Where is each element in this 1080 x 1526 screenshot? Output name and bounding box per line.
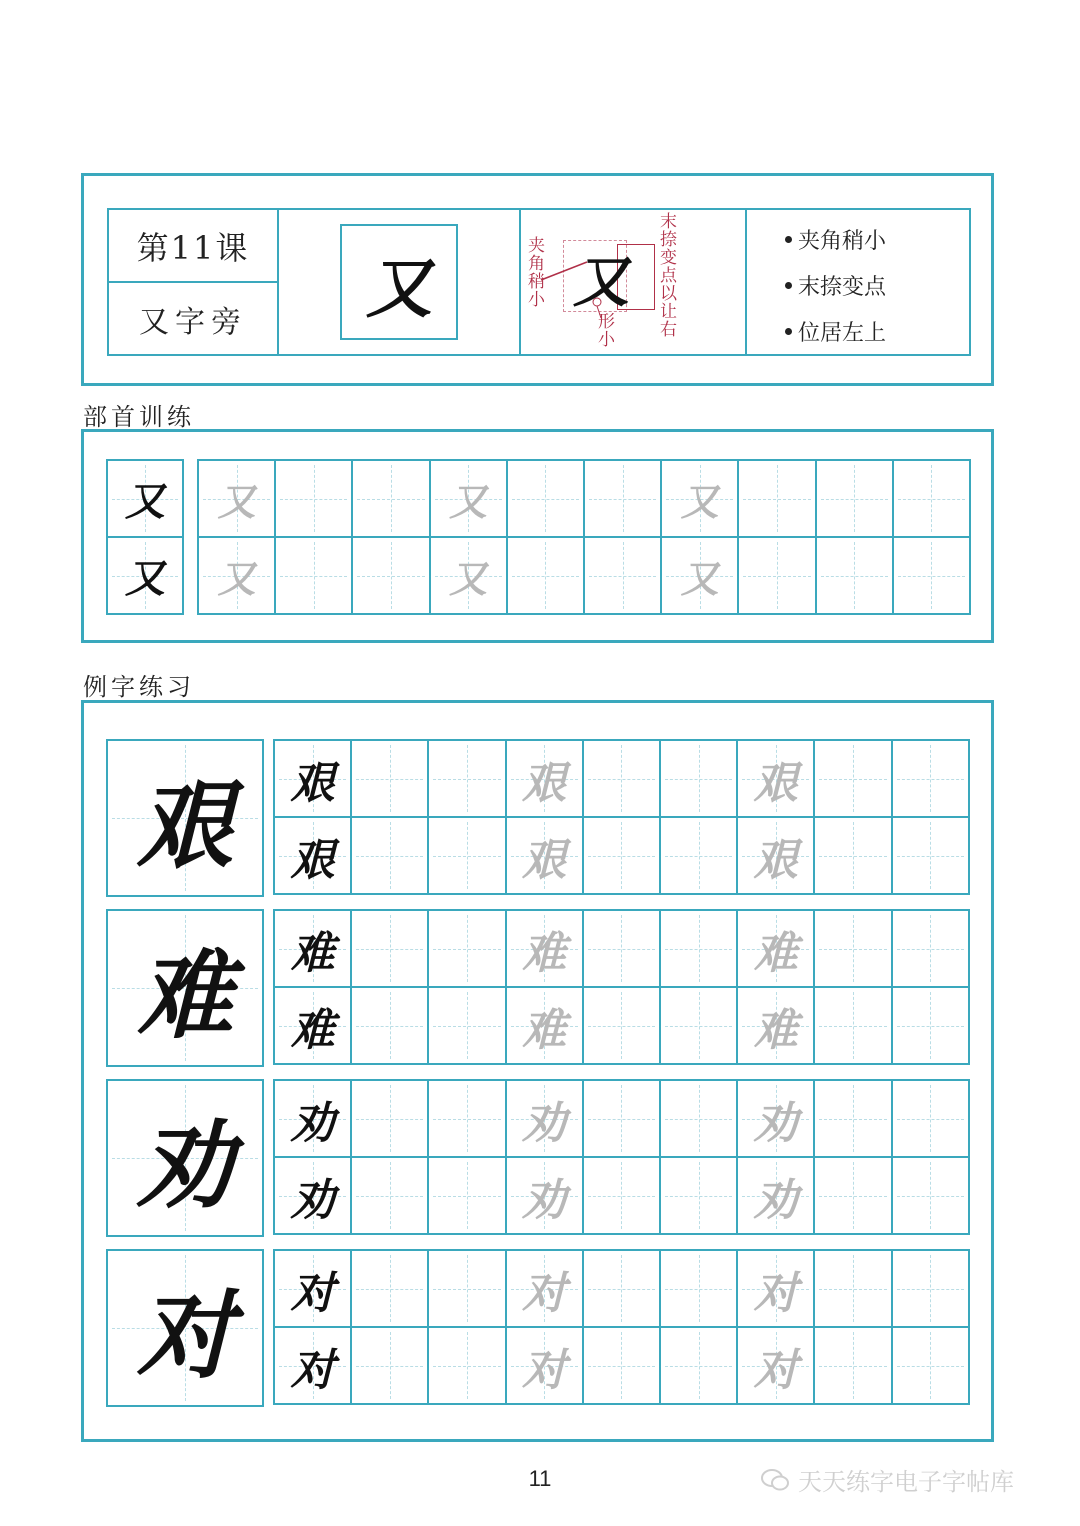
trace-char: 又 (217, 479, 256, 524)
trace-char: 劝 (522, 1097, 567, 1149)
practice-cell[interactable] (893, 1328, 970, 1405)
practice-cell[interactable] (275, 1158, 352, 1235)
practice-cell[interactable] (662, 538, 739, 615)
tip-item: 夹角稍小 (785, 224, 886, 255)
practice-cell[interactable] (352, 988, 429, 1065)
page-number: 11 (528, 1466, 552, 1491)
model-char-box (340, 224, 458, 340)
example-char: 难 (290, 927, 335, 979)
practice-cell[interactable] (585, 461, 662, 538)
practice-cell[interactable] (276, 538, 353, 615)
practice-cell[interactable] (275, 818, 352, 895)
example-char: 对 (290, 1344, 335, 1396)
practice-cell[interactable] (739, 538, 816, 615)
practice-cell[interactable] (276, 461, 353, 538)
trace-char: 又 (449, 479, 488, 524)
practice-cell[interactable] (275, 1081, 352, 1158)
practice-cell[interactable] (584, 988, 661, 1065)
example-model-char: 对 (137, 1278, 233, 1392)
example-char: 劝 (290, 1174, 335, 1226)
practice-cell[interactable] (429, 741, 506, 818)
practice-cell[interactable] (584, 741, 661, 818)
practice-cell[interactable] (429, 1081, 506, 1158)
practice-cell[interactable] (661, 1081, 738, 1158)
stroke-analysis-cell (519, 208, 747, 356)
radical-practice-grid (197, 459, 971, 615)
practice-cell[interactable] (815, 1251, 892, 1328)
practice-cell[interactable] (893, 741, 970, 818)
trace-char: 艰 (753, 834, 798, 886)
practice-cell[interactable] (429, 988, 506, 1065)
radical-model-column (106, 459, 184, 615)
practice-cell[interactable] (508, 538, 585, 615)
practice-cell[interactable] (507, 818, 584, 895)
note-angle: 夹角稍小 (524, 236, 544, 308)
radical-name: 又字旁 (139, 304, 247, 340)
example-model-cell (108, 1251, 264, 1407)
practice-cell[interactable] (893, 818, 970, 895)
radical-name-cell (107, 281, 279, 356)
note-small: 形小 (594, 312, 614, 348)
trace-char: 又 (217, 556, 256, 601)
trace-char: 又 (680, 556, 719, 601)
practice-cell[interactable] (584, 1328, 661, 1405)
trace-char: 艰 (753, 757, 798, 809)
trace-char: 对 (753, 1267, 798, 1319)
practice-cell[interactable] (738, 1081, 815, 1158)
practice-cell[interactable] (275, 1251, 352, 1328)
example-model-char: 劝 (137, 1108, 233, 1222)
example-char: 难 (290, 1004, 335, 1056)
example-practice-grid (273, 909, 970, 1065)
practice-cell[interactable] (353, 461, 430, 538)
trace-char: 难 (522, 1004, 567, 1056)
practice-cell[interactable] (815, 1328, 892, 1405)
practice-cell[interactable] (817, 461, 894, 538)
practice-cell[interactable] (507, 911, 584, 988)
tips-cell (745, 208, 971, 356)
practice-cell[interactable] (739, 461, 816, 538)
trace-char: 难 (753, 1004, 798, 1056)
trace-char: 对 (753, 1344, 798, 1396)
practice-cell[interactable] (431, 461, 508, 538)
practice-cell[interactable] (893, 1251, 970, 1328)
practice-cell[interactable] (894, 461, 971, 538)
trace-char: 劝 (753, 1174, 798, 1226)
practice-cell[interactable] (815, 1081, 892, 1158)
trace-char: 艰 (522, 757, 567, 809)
radical-model-cell: 又 (108, 538, 184, 615)
trace-char: 劝 (753, 1097, 798, 1149)
tip-item: 末捺变点 (785, 270, 886, 301)
radical-model-cell: 又 (108, 461, 184, 538)
note-last-stroke: 末捺变点以让右 (656, 212, 676, 338)
practice-cell[interactable] (352, 1251, 429, 1328)
practice-cell[interactable] (738, 1251, 815, 1328)
practice-cell[interactable] (429, 1251, 506, 1328)
practice-cell[interactable] (585, 538, 662, 615)
example-model-cell (108, 911, 264, 1067)
trace-char: 又 (680, 479, 719, 524)
practice-cell[interactable] (507, 988, 584, 1065)
practice-cell[interactable] (429, 1158, 506, 1235)
practice-cell[interactable] (507, 1158, 584, 1235)
bullet-icon (785, 282, 792, 289)
model-char: 又 (366, 248, 432, 327)
practice-cell[interactable] (352, 741, 429, 818)
practice-cell[interactable] (507, 1081, 584, 1158)
lesson-number: 第11课 (136, 228, 250, 267)
example-char: 艰 (290, 757, 335, 809)
trace-char: 难 (753, 927, 798, 979)
practice-cell[interactable] (738, 741, 815, 818)
analysis-char: 又 (573, 249, 629, 315)
practice-cell[interactable] (661, 988, 738, 1065)
example-char: 劝 (290, 1097, 335, 1149)
tip-item: 位居左上 (785, 316, 886, 347)
practice-cell[interactable] (584, 1158, 661, 1235)
watermark: 天天练字电子字帖库 (760, 1462, 1014, 1497)
example-model-box (106, 1249, 264, 1407)
example-model-box (106, 739, 264, 897)
practice-cell[interactable] (815, 911, 892, 988)
practice-cell[interactable] (429, 911, 506, 988)
practice-cell[interactable] (661, 741, 738, 818)
trace-char: 对 (522, 1344, 567, 1396)
bullet-icon (785, 236, 792, 243)
practice-cell[interactable] (738, 911, 815, 988)
trace-char: 又 (449, 556, 488, 601)
practice-cell[interactable] (662, 461, 739, 538)
practice-cell[interactable] (815, 818, 892, 895)
trace-char: 劝 (522, 1174, 567, 1226)
practice-cell[interactable] (584, 911, 661, 988)
practice-cell[interactable] (661, 911, 738, 988)
practice-cell[interactable] (815, 988, 892, 1065)
practice-cell[interactable] (275, 911, 352, 988)
practice-cell[interactable] (893, 1081, 970, 1158)
practice-cell[interactable] (584, 1251, 661, 1328)
lesson-header-frame (81, 173, 994, 386)
practice-cell[interactable] (893, 911, 970, 988)
example-practice-title: 例字练习 (83, 673, 195, 701)
annotation-lines (521, 210, 747, 356)
practice-cell[interactable] (738, 988, 815, 1065)
practice-cell[interactable] (353, 538, 430, 615)
example-char: 艰 (290, 834, 335, 886)
practice-cell[interactable] (738, 1328, 815, 1405)
practice-cell[interactable] (894, 538, 971, 615)
example-char: 对 (290, 1267, 335, 1319)
lesson-number-cell (107, 208, 279, 283)
example-model-cell (108, 1081, 264, 1237)
practice-cell[interactable] (507, 741, 584, 818)
practice-cell[interactable] (661, 1251, 738, 1328)
practice-cell[interactable] (893, 988, 970, 1065)
practice-cell[interactable] (815, 1158, 892, 1235)
practice-cell[interactable] (352, 818, 429, 895)
trace-char: 艰 (522, 834, 567, 886)
practice-cell[interactable] (815, 741, 892, 818)
practice-cell[interactable] (508, 461, 585, 538)
practice-cell[interactable] (661, 1328, 738, 1405)
practice-cell[interactable] (817, 538, 894, 615)
practice-cell[interactable] (275, 741, 352, 818)
practice-cell[interactable] (199, 538, 276, 615)
example-model-char: 难 (137, 938, 233, 1052)
practice-cell[interactable] (661, 818, 738, 895)
trace-char: 难 (522, 927, 567, 979)
practice-cell[interactable] (429, 1328, 506, 1405)
practice-cell[interactable] (893, 1158, 970, 1235)
model-char-cell (277, 208, 521, 356)
radical-practice-title: 部首训练 (83, 403, 195, 431)
example-model-char: 艰 (137, 768, 233, 882)
example-model-box (106, 1079, 264, 1237)
practice-cell[interactable] (507, 1328, 584, 1405)
practice-cell[interactable] (429, 818, 506, 895)
practice-cell[interactable] (352, 1081, 429, 1158)
bullet-icon (785, 328, 792, 335)
practice-cell[interactable] (352, 911, 429, 988)
example-model-box (106, 909, 264, 1067)
practice-cell[interactable] (584, 1081, 661, 1158)
practice-cell[interactable] (275, 988, 352, 1065)
practice-cell[interactable] (661, 1158, 738, 1235)
practice-cell[interactable] (352, 1158, 429, 1235)
practice-cell[interactable] (431, 538, 508, 615)
practice-cell[interactable] (738, 1158, 815, 1235)
practice-cell[interactable] (584, 818, 661, 895)
practice-cell[interactable] (352, 1328, 429, 1405)
practice-cell[interactable] (507, 1251, 584, 1328)
practice-cell[interactable] (275, 1328, 352, 1405)
trace-char: 对 (522, 1267, 567, 1319)
example-model-cell (108, 741, 264, 897)
practice-cell[interactable] (738, 818, 815, 895)
practice-cell[interactable] (199, 461, 276, 538)
example-practice-grid (273, 739, 970, 895)
example-practice-grid (273, 1249, 970, 1405)
wechat-icon (760, 1467, 790, 1493)
example-practice-grid (273, 1079, 970, 1235)
